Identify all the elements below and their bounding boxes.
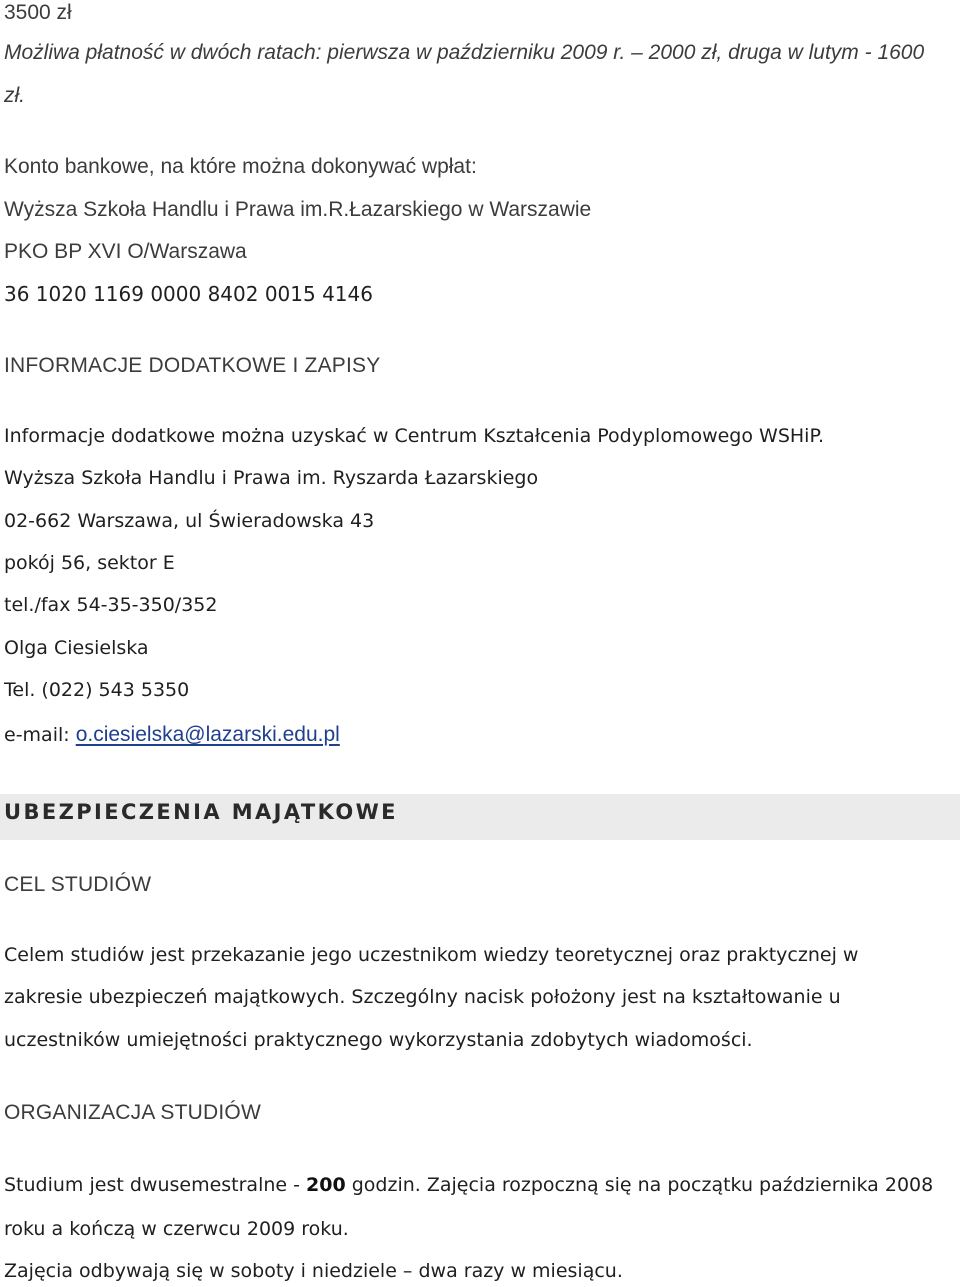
info-address: 02-662 Warszawa, ul Świeradowska 43 <box>4 510 375 532</box>
info-line-2: Wyższa Szkoła Handlu i Prawa im. Ryszarda Łazarskiego <box>4 467 539 489</box>
organization-line-2: roku a kończą w czerwcu 2009 roku. <box>4 1218 349 1240</box>
contact-name: Olga Ciesielska <box>4 637 149 659</box>
price-text: 3500 zł <box>4 1 72 24</box>
goal-heading: CEL STUDIÓW <box>4 873 152 896</box>
bank-branch: PKO BP XVI O/Warszawa <box>4 240 247 263</box>
bank-name: Wyższa Szkoła Handlu i Prawa im.R.Łazarskiego w Warszawie <box>4 198 592 221</box>
info-heading: INFORMACJE DODATKOWE I ZAPISY <box>4 354 381 377</box>
bank-intro: Konto bankowe, na które można dokonywać wpłat: <box>4 155 477 178</box>
organization-line-1 <box>4 1176 933 1195</box>
contact-email-row <box>4 724 340 745</box>
organization-heading: ORGANIZACJA STUDIÓW <box>4 1101 261 1124</box>
installments-line-1: Możliwa płatność w dwóch ratach: pierwsza w październiku 2009 r. – 2000 zł, druga w lutym - 1600 <box>4 41 925 64</box>
installments-line-2: zł. <box>4 84 25 107</box>
email-label: e-mail: <box>4 724 76 746</box>
info-tel-fax: tel./fax 54-35-350/352 <box>4 594 218 616</box>
info-room: pokój 56, sektor E <box>4 552 175 574</box>
goal-line-2: zakresie ubezpieczeń majątkowych. Szczególny nacisk położony jest na kształtowanie u <box>4 986 841 1008</box>
contact-phone: Tel. (022) 543 5350 <box>4 679 190 701</box>
hours-count: 200 <box>306 1174 346 1196</box>
info-line-1: Informacje dodatkowe można uzyskać w Centrum Kształcenia Podyplomowego WSHiP. <box>4 425 824 447</box>
organization-line-1-start: Studium jest dwusemestralne - <box>4 1174 307 1196</box>
section-title: UBEZPIECZENIA MAJĄTKOWE <box>4 800 398 824</box>
goal-line-3: uczestników umiejętności praktycznego wykorzystania zdobytych wiadomości. <box>4 1029 753 1051</box>
email-link[interactable]: o.ciesielska@lazarski.edu.pl <box>75 723 340 746</box>
bank-account-number: 36 1020 1169 0000 8402 0015 4146 <box>4 282 373 306</box>
organization-line-3: Zajęcia odbywają się w soboty i niedziele – dwa razy w miesiącu. <box>4 1260 623 1282</box>
goal-line-1: Celem studiów jest przekazanie jego uczestnikom wiedzy teoretycznej oraz praktycznej w <box>4 944 859 966</box>
organization-line-1-end: godzin. Zajęcia rozpoczną się na początku października 2008 <box>345 1174 934 1196</box>
